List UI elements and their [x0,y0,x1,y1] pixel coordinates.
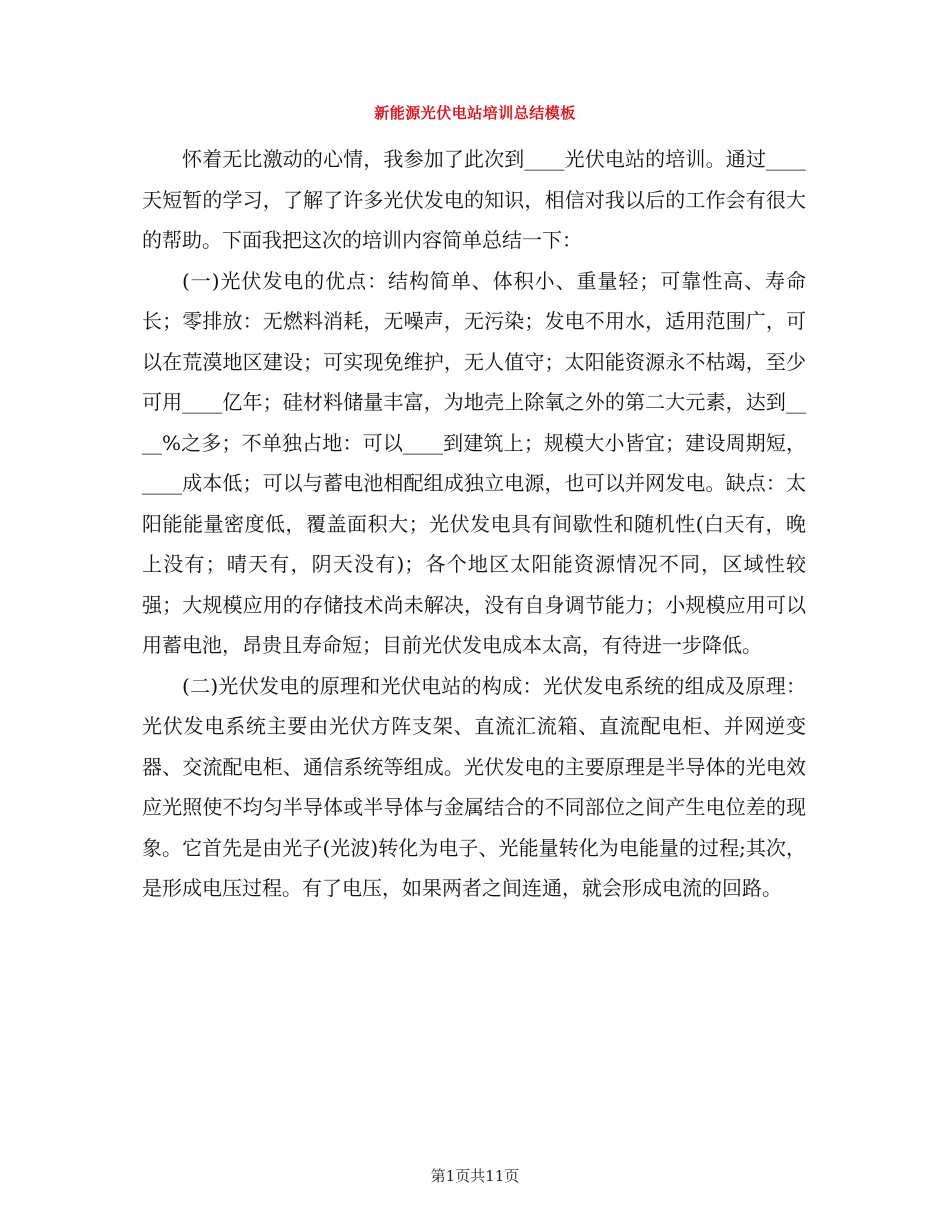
paragraph-principles: (二)光伏发电的原理和光伏电站的构成：光伏发电系统的组成及原理：光伏发电系统主要由光伏方阵支架、直流汇流箱、直流配电柜、并网逆变器、交流配电柜、通信系统等组成。光伏发电的主要原理是半导体的光电效应光照使不均匀半导体或半导体与金属结合的不同部位之间产生电位差的现象。它首先是由光子(光波)转化为电子、光能量转化为电能量的过程;其次，是形成电压过程。有了电压，如果两者之间连通，就会形成电流的回路。 [142,673,806,900]
paragraph-intro: 怀着无比激动的心情，我参加了此次到____光伏电站的培训。通过____天短暂的学习，了解了许多光伏发电的知识，相信对我以后的工作会有很大的帮助。下面我把这次的培训内容简单总结一下： [142,147,806,252]
paragraph-advantages: (一)光伏发电的优点：结构简单、体积小、重量轻；可靠性高、寿命长；零排放：无燃料消耗，无噪声，无污染；发电不用水，适用范围广，可以在荒漠地区建设；可实现免维护，无人值守；太阳能资源永不枯竭，至少可用____亿年；硅材料储量丰富，为地壳上除氧之外的第二大元素，达到____%之多；不单独占地：可以____到建筑上；规模大小皆宜；建设周期短，____成本低；可以与蓄电池相配组成独立电源，也可以并网发电。缺点：太阳能能量密度低，覆盖面积大；光伏发电具有间歇性和随机性(白天有，晚上没有；晴天有，阴天没有)；各个地区太阳能资源情况不同，区域性较强；大规模应用的存储技术尚未解决，没有自身调节能力；小规模应用可以用蓄电池，昂贵且寿命短；目前光伏发电成本太高，有待进一步降低。 [142,268,806,657]
document-title: 新能源光伏电站培训总结模板 [374,104,576,122]
document-body [142,139,806,909]
page-footer: 第1页共11页 [430,1167,520,1185]
